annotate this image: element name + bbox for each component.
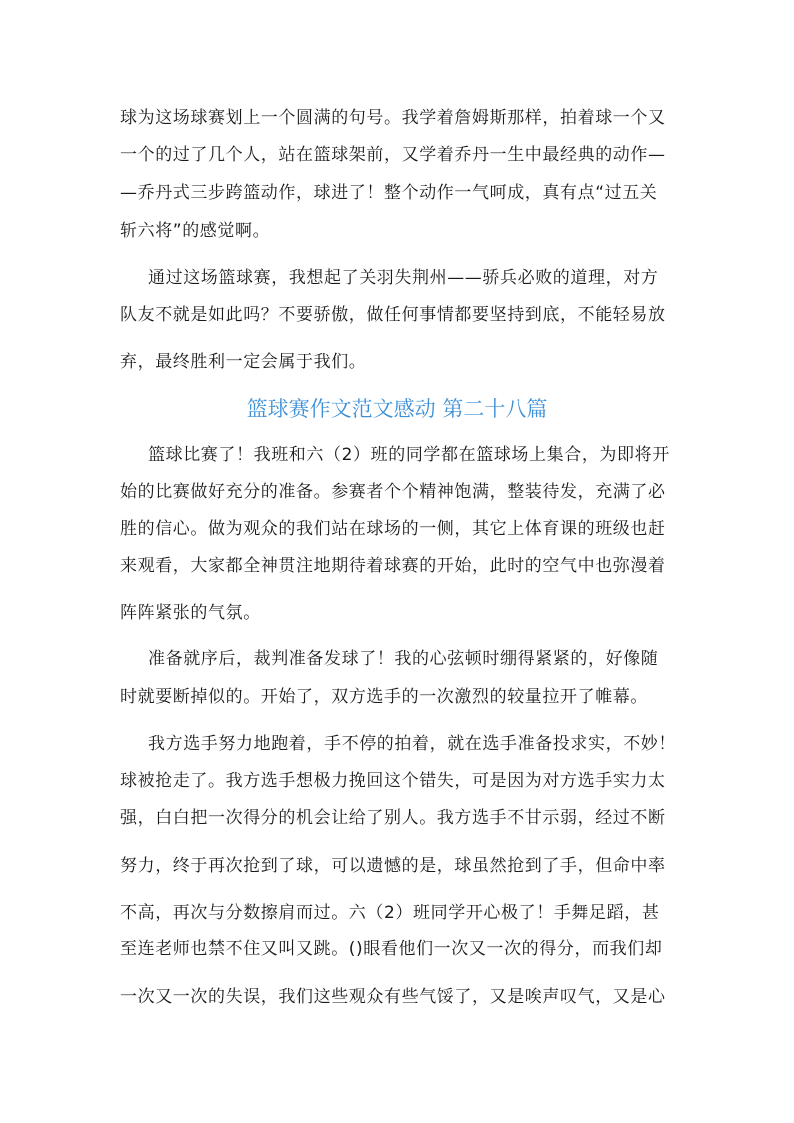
text-line: 斩六将”的感觉啊。: [120, 221, 271, 241]
text-line: 球为这场球赛划上一个圆满的句号。我学着詹姆斯那样，拍着球一个又: [120, 108, 666, 128]
text-line: 一次又一次的失误，我们这些观众有些气馁了，又是唉声叹气，又是心: [120, 987, 666, 1007]
paragraph-first-line: 准备就序后，裁判准备发球了！我的心弦顿时绷得紧紧的，好像随: [148, 649, 659, 669]
text-line: 来观看，大家都全神贯注地期待着球赛的开始，此时的空气中也弥漫着: [120, 556, 666, 576]
text-line: 阵阵紧张的气氛。: [120, 603, 261, 623]
text-line: 一个的过了几个人，站在篮球架前，又学着乔丹一生中最经典的动作—: [120, 145, 666, 165]
text-line: 球被抢走了。我方选手想极力挽回这个错失，可是因为对方选手实力太: [120, 771, 666, 791]
text-line: —乔丹式三步跨篮动作，球进了！整个动作一气呵成，真有点“过五关: [120, 183, 658, 203]
text-line: 队友不就是如此吗？不要骄傲，做任何事情都要坚持到底，不能轻易放: [120, 305, 666, 325]
text-line: 强，白白把一次得分的机会让给了别人。我方选手不甘示弱，经过不断: [120, 808, 666, 828]
text-line: 不高，再次与分数擦肩而过。六（2）班同学开心极了！手舞足蹈，甚: [120, 903, 660, 923]
text-line: 弃，最终胜利一定会属于我们。: [120, 352, 367, 372]
text-line: 始的比赛做好充分的准备。参赛者个个精神饱满，整装待发，充满了必: [120, 482, 666, 502]
paragraph-first-line: 我方选手努力地跑着，手不停的拍着，就在选手准备投求实，不妙！: [148, 734, 676, 754]
text-line: 时就要断掉似的。开始了，双方选手的一次激烈的较量拉开了帷幕。: [120, 687, 648, 707]
text-line: 胜的信心。做为观众的我们站在球场的一侧，其它上体育课的班级也赶: [120, 519, 666, 539]
section-heading: 篮球赛作文范文感动 第二十八篇: [246, 397, 548, 421]
text-line: 至连老师也禁不住又叫又跳。()眼看他们一次又一次的得分，而我们却: [120, 939, 663, 959]
paragraph-first-line: 篮球比赛了！我班和六（2）班的同学都在篮球场上集合，为即将开: [148, 445, 670, 465]
paragraph-first-line: 通过这场篮球赛，我想起了关羽失荆州——骄兵必败的道理，对方: [148, 268, 659, 288]
text-line: 努力，终于再次抢到了球，可以遗憾的是，球虽然抢到了手，但命中率: [120, 856, 666, 876]
